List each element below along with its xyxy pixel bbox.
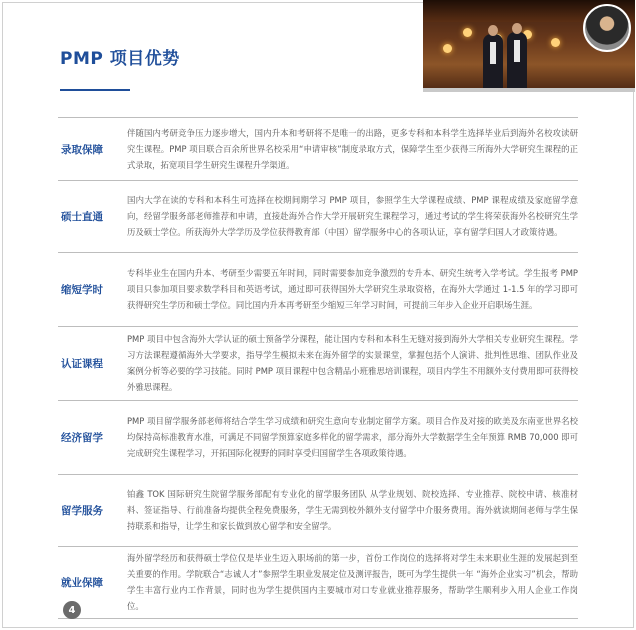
advantage-text: 伴随国内考研竞争压力逐步增大，国内升本和考研将不是唯一的出路，更多专科和本科学生选择毕业后到海外名校攻读研究生课程。PMP 项目联合百余所世界名校采用“申请审核”制度录取方式，保障学生至少获得三所海外大学研究生课程的正式录取，拓宽项目学生研究生课程升学渠道。 — [127, 127, 578, 170]
advantage-text: PMP 项目留学服务部老师将结合学生学习成绩和研究生意向专业制定留学方案。项目合作及对接的欧美及东南亚世界名校均保持高标准教育水准，可满足不同留学预算家庭多样化的留学需求，部分海外大学数据学生全年预算 RMB 70,000 即可完成研究生课程学习，开拓国际化视野的同时享受归国留学生各项政策待遇。 — [127, 416, 578, 458]
advantage-row — [58, 327, 578, 401]
title-underline — [60, 89, 130, 91]
advantage-row — [58, 547, 578, 619]
advantages-table — [58, 117, 578, 619]
advantage-label: 录取保障 — [61, 143, 103, 156]
page-title: PMP 项目优势 — [60, 49, 180, 69]
advantage-label: 认证课程 — [61, 358, 103, 370]
advantage-text: 海外留学经历和获得硕士学位仅是毕业生迈入职场前的第一步，首份工作岗位的选择将对学生未来职业生涯的发展起到至关重要的作用。学院联合“志诚人才”参照学生职业发展定位及测评报告，既可为学生提供一年 “海外企业实习”机会，帮助学生丰富行业内工作背景，同时也为学生提供国内主要城市对口专业就业推荐服务，帮助学生顺利步入用人企业工作岗位。 — [127, 553, 578, 611]
advantage-label: 经济留学 — [61, 432, 103, 444]
page-number-badge: 4 — [63, 601, 81, 619]
advantage-text: PMP 项目中包含海外大学认证的硕士预备学分课程，能让国内专科和本科生无缝对接到海外大学相关专业研究生课程。学习方法课程遵循海外大学要求，指导学生模拟未来在海外留学的实景课堂，掌握包括个人演讲、批判性思维、团队作业及案例分析等必要的学习技能。同时 PMP 项目课程中包含精品小班雅思培训课程，项目内学生不用额外支付费用即可获得校外雅思课程。 — [127, 334, 578, 392]
advantage-text: 铂鑫 TOK 国际研究生院留学服务部配有专业化的留学服务团队 从学业规划、院校选择、专业推荐、院校申请、核准材料、签证指导、行前准备均提供全程免费服务，学生无需到校外额外支付留学中介服务费用。海外就读期间老师与学生保持联系和指导，让学生和家长做到放心留学和安全留学。 — [127, 489, 578, 531]
advantage-label: 留学服务 — [61, 505, 103, 517]
advantage-text: 国内大学在读的专科和本科生可选择在校期间期学习 PMP 项目，参照学生大学课程成绩、PMP 课程成绩及家庭留学意向，经留学服务部老师推荐和申请，直接赴海外合作大学开展研究生课程学习，通过考试的学生将荣获海外名校研究生学历及硕士学位。所获海外大学学历及学位获得教育部（中国）留学服务中心的各项认证，享有留学归国人才政策待遇。 — [127, 195, 578, 237]
advantage-label: 就业保障 — [61, 577, 103, 589]
advantage-label: 硕士直通 — [61, 211, 103, 223]
ceremony-photo — [423, 0, 635, 92]
advantage-row — [58, 118, 578, 181]
advantage-row — [58, 181, 578, 253]
advantage-row — [58, 253, 578, 327]
advantage-label: 缩短学时 — [61, 284, 103, 296]
advantage-text: 专科毕业生在国内升本、考研至少需要五年时间，同时需要参加竞争激烈的专升本、研究生统考入学考试。学生报考 PMP 项目只参加项目要求数学科目和英语考试，通过即可获得国外大学研究生录取资格，在海外大学通过 1-1.5 年的学习即可获得研究生学历和硕士学位。同比国内升本再考研至少缩短三年学习时间，可提前三年步入企业开启职场生涯。 — [127, 268, 578, 310]
advantage-row — [58, 475, 578, 547]
advantage-row — [58, 401, 578, 475]
